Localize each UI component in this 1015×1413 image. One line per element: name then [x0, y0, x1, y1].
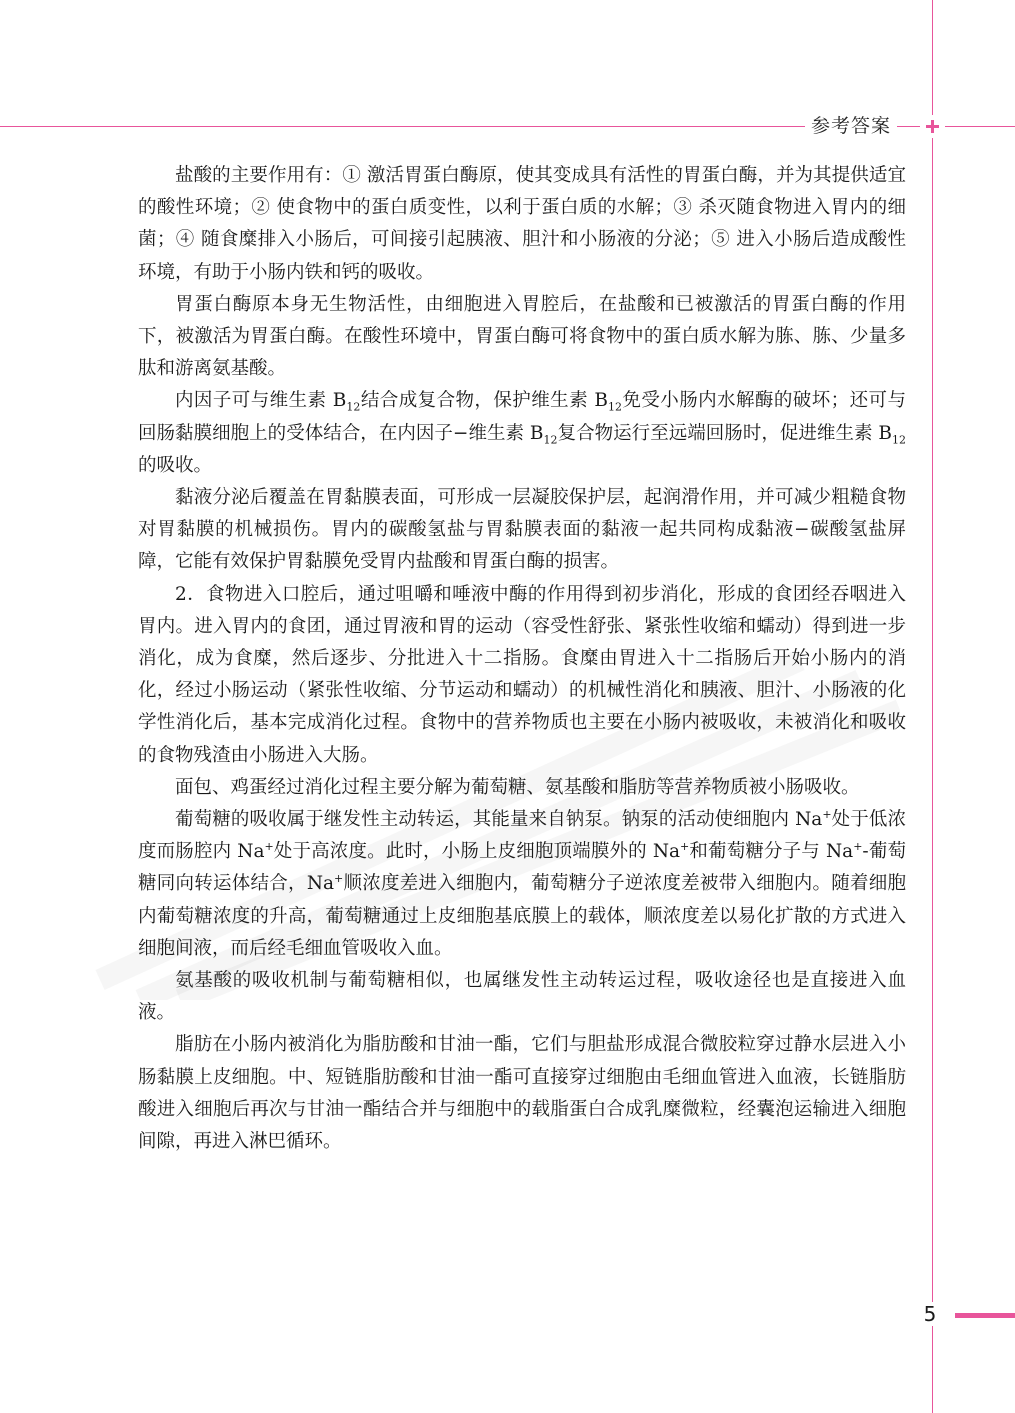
- text-run: 顺浓度差进入细胞内，葡萄糖分子逆浓度差被带入细胞内。随着细胞内葡萄糖浓度的升高，葡萄糖通过上皮细胞基底膜上的载体，顺浓度差以易化扩散的方式进入细胞间液，而后经毛细血管吸收入血。: [138, 873, 906, 959]
- superscript: +: [853, 840, 863, 854]
- paragraph-fat-absorption: 脂肪在小肠内被消化为脂肪酸和甘油一酯，它们与胆盐形成混合微胶粒穿过静水层进入小肠黏膜上皮细胞。中、短链脂肪酸和甘油一酯可直接穿过细胞由毛细血管进入血液，长链脂肪酸进入细胞后再次与甘油一酯结合并与细胞中的载脂蛋白合成乳糜微粒，经囊泡运输进入细胞间隙，再进入淋巴循环。: [138, 1034, 906, 1153]
- superscript: +: [680, 840, 690, 854]
- answer-body: [138, 160, 906, 1158]
- paragraph-glucose-absorption: [138, 804, 906, 965]
- subscript: 12: [892, 433, 907, 447]
- paragraph-mucus-barrier: 黏液分泌后覆盖在胃黏膜表面，可形成一层凝胶保护层，起润滑作用，并可减少粗糙食物对胃黏膜的机械损伤。胃内的碳酸氢盐与胃黏膜表面的黏液一起共同构成黏液−碳酸氢盐屏障，它能有效保护胃黏膜免受胃内盐酸和胃蛋白酶的损害。: [138, 487, 906, 573]
- text-run: 处于低浓度而肠腔内 Na: [138, 809, 906, 863]
- paragraph-digestion-process: 2．食物进入口腔后，通过咀嚼和唾液中酶的作用得到初步消化，形成的食团经吞咽进入胃内。进入胃内的食团，通过胃液和胃的运动（容受性舒张、紧张性收缩和蠕动）得到进一步消化，成为食糜，然后逐步、分批进入十二指肠。食糜由胃进入十二指肠后开始小肠内的消化，经过小肠运动（紧张性收缩、分节运动和蠕动）的机械性消化和胰液、胆汁、小肠液的化学性消化后，基本完成消化过程。食物中的营养物质也主要在小肠内被吸收，未被消化和吸收的食物残渣由小肠进入大肠。: [138, 583, 906, 766]
- paragraph-intrinsic-factor: [138, 385, 906, 482]
- page-number-bar: [955, 1313, 1015, 1318]
- superscript: +: [264, 840, 274, 854]
- plus-icon: [920, 115, 945, 138]
- text-run: 处于高浓度。此时，小肠上皮细胞顶端膜外的 Na: [273, 841, 681, 863]
- paragraph-pepsinogen: 胃蛋白酶原本身无生物活性，由细胞进入胃腔后，在盐酸和已被激活的胃蛋白酶的作用下，被激活为胃蛋白酶。在酸性环境中，胃蛋白酶可将食物中的蛋白质水解为胨、胨、少量多肽和游离氨基酸。: [138, 293, 906, 380]
- subscript: 12: [607, 401, 622, 415]
- paragraph-hydrochloric-acid: 盐酸的主要作用有：① 激活胃蛋白酶原，使其变成具有活性的胃蛋白酶，并为其提供适宜的酸性环境；② 使食物中的蛋白质变性，以利于蛋白质的水解；③ 杀灭随食物进入胃内的细菌；④ 随食糜排入小肠后，可间接引起胰液、胆汁和小肠液的分泌；⑤ 进入小肠后造成酸性环境，有助于小肠内铁和钙的吸收。: [138, 165, 906, 283]
- paragraph-amino-acid: 氨基酸的吸收机制与葡萄糖相似，也属继发性主动转运过程，吸收途径也是直接进入血液。: [138, 970, 906, 1024]
- superscript: +: [822, 807, 832, 821]
- page-number: 5: [916, 1302, 944, 1326]
- text-run: -葡萄糖同向转运体结合，Na: [138, 841, 906, 895]
- text-run: 的吸收。: [138, 454, 213, 476]
- superscript: +: [334, 872, 344, 886]
- text-run: 复合物运行至远端回肠时，促进维生素 B: [557, 422, 893, 444]
- text-run: 内因子可与维生素 B: [175, 390, 347, 412]
- subscript: 12: [543, 433, 558, 447]
- text-run: 免受小肠内水解酶的破坏；还可与回肠黏膜细胞上的受体结合，在内因子−维生素 B: [138, 390, 906, 444]
- paragraph-bread-egg: 面包、鸡蛋经过消化过程主要分解为葡萄糖、氨基酸和脂肪等营养物质被小肠吸收。: [175, 776, 860, 798]
- margin-vertical-line: [932, 0, 933, 1413]
- text-run: 葡萄糖的吸收属于继发性主动转运，其能量来自钠泵。钠泵的活动使细胞内 Na: [175, 809, 823, 831]
- text-run: 结合成复合物，保护维生素 B: [360, 390, 608, 412]
- text-run: 和葡萄糖分子与 Na: [689, 841, 854, 863]
- header-title: 参考答案: [805, 111, 897, 138]
- subscript: 12: [346, 401, 361, 415]
